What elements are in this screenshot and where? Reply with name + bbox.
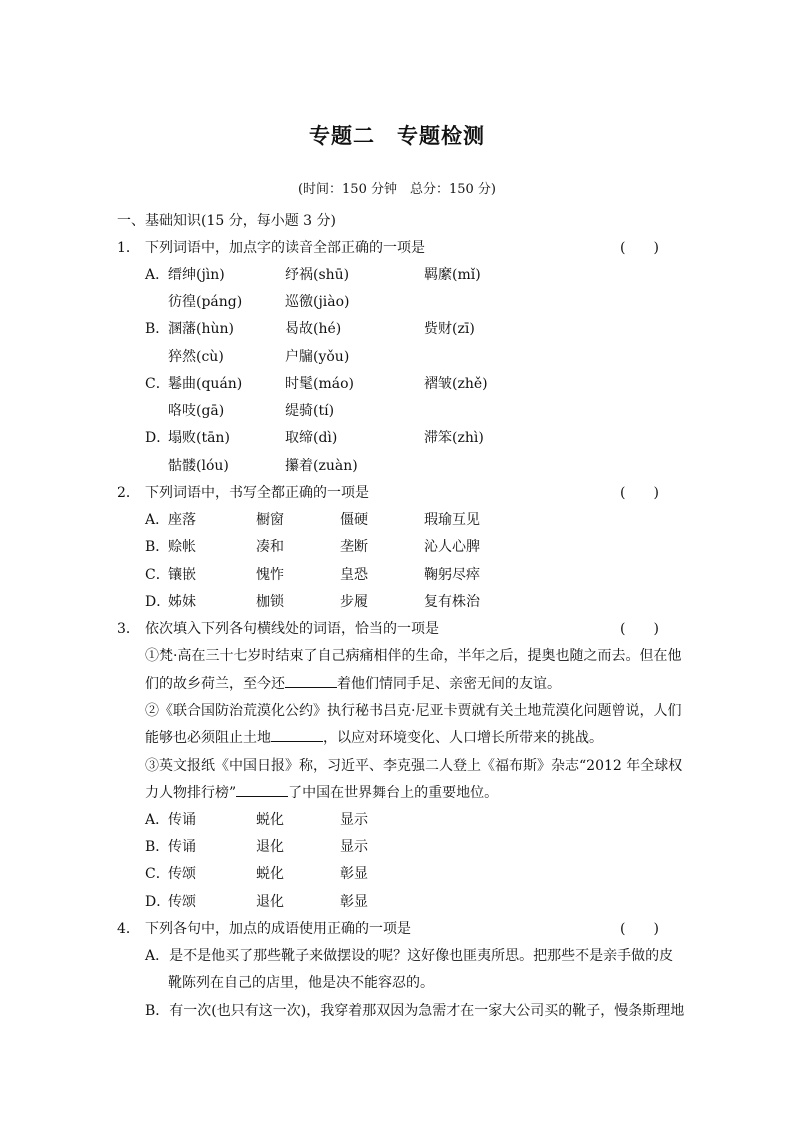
- q3-option-a-label: A．: [145, 812, 170, 828]
- page-title: 专题二 专题检测: [309, 123, 485, 148]
- q1-option-b-word: 溷藩(hùn): [168, 321, 234, 337]
- q3-sentence-1-line-1: ①梵·高在三十七岁时结束了自己病痛相伴的生命，半年之后，提奥也随之而去。但在他: [145, 648, 682, 664]
- q1-option-c-word: 褶皱(zhě): [424, 376, 488, 392]
- q1-option-d-label: D．: [145, 430, 171, 446]
- q2-number: 2．: [117, 485, 140, 501]
- q3-sentence-3-line-2: [145, 782, 498, 802]
- q3-sentence-text: 们的故乡荷兰，至今还: [145, 676, 285, 692]
- q4-option-b-line-1: B．有一次(也只有这一次)，我穿着那双因为急需才在一家大公司买的靴子，慢条斯理地: [145, 1003, 685, 1019]
- q4-option-a-line-1: A．是不是他买了那些靴子来做摆设的呢？这好像也匪夷所思。把那些不是亲手做的皮: [145, 948, 674, 964]
- q2-option-c-word: 鞠躬尽瘁: [424, 567, 480, 583]
- q3-option-d-word: 传颂: [168, 894, 196, 910]
- q2-option-b-word: 垄断: [340, 539, 368, 555]
- q3-option-d-word: 彰显: [340, 894, 368, 910]
- q1-option-c-word: 时髦(máo): [285, 376, 354, 392]
- q2-stem: 下列词语中，书写全都正确的一项是: [145, 485, 369, 501]
- q1-option-d-word: 塌败(tān): [168, 430, 230, 446]
- q1-option-a-label: A．: [145, 267, 170, 283]
- q3-option-d-word: 退化: [256, 894, 284, 910]
- q1-option-d-word: 滞笨(zhì): [424, 430, 484, 446]
- exam-info: (时间：150 分钟 总分：150 分): [297, 182, 497, 197]
- q3-option-b-word: 传诵: [168, 839, 196, 855]
- q3-option-b-label: B．: [145, 839, 170, 855]
- q2-option-d-word: 复有株治: [424, 594, 480, 610]
- q1-number: 1．: [117, 240, 140, 256]
- q3-sentence-1-line-2: [145, 673, 561, 693]
- q3-number: 3．: [117, 621, 140, 637]
- q3-option-b-word: 显示: [340, 839, 368, 855]
- q3-option-c-word: 蜕化: [256, 866, 284, 882]
- q3-sentence-text: 了中国在世界舞台上的重要地位。: [288, 785, 499, 801]
- q2-option-b-word: 凑和: [256, 539, 284, 555]
- q2-option-c-word: 皇恐: [340, 567, 368, 583]
- q4-option-a-line-2: 靴陈列在自己的店里，他是决不能容忍的。: [168, 975, 434, 991]
- q1-option-b-word: 猝然(cù): [168, 349, 224, 365]
- q2-option-c-word: 镶嵌: [168, 567, 196, 583]
- q1-option-a-word: 彷徨(páng): [168, 294, 243, 310]
- section-heading: 一、基础知识(15 分，每小题 3 分): [117, 213, 336, 229]
- q2-option-d-word: 姊妹: [168, 594, 196, 610]
- q2-option-a-word: 橱窗: [256, 512, 284, 528]
- q2-option-a-word: 瑕瑜互见: [424, 512, 480, 528]
- q3-option-b-word: 退化: [256, 839, 284, 855]
- q1-option-a-word: 缙绅(jìn): [168, 267, 225, 283]
- q1-option-b-word: 曷故(hé): [285, 321, 342, 337]
- fill-blank: [271, 728, 323, 742]
- q2-option-d-label: D．: [145, 594, 171, 610]
- q1-option-d-word: 骷髅(lóu): [168, 458, 229, 474]
- q3-option-a-word: 显示: [340, 812, 368, 828]
- q1-option-c-label: C．: [145, 376, 170, 392]
- q2-option-c-label: C．: [145, 567, 170, 583]
- q1-option-b-label: B．: [145, 321, 170, 337]
- q3-sentence-text: 力人物排行榜”: [145, 785, 237, 801]
- q2-option-d-word: 步履: [340, 594, 368, 610]
- q3-option-c-word: 传颂: [168, 866, 196, 882]
- q2-answer-bracket: ( ): [620, 485, 659, 501]
- q3-sentence-2-line-2: [145, 727, 603, 747]
- q3-option-c-word: 彰显: [340, 866, 368, 882]
- q1-option-c-word: 咯吱(gā): [168, 403, 225, 419]
- q3-sentence-text: 能够也必须阻止土地: [145, 730, 271, 746]
- q2-option-b-word: 赊帐: [168, 539, 196, 555]
- q1-option-a-word: 巡徼(jiào): [285, 294, 350, 310]
- q3-option-c-label: C．: [145, 866, 170, 882]
- fill-blank: [236, 783, 288, 797]
- q2-option-b-word: 沁人心脾: [424, 539, 480, 555]
- q1-option-c-word: 缇骑(tí): [285, 403, 335, 419]
- q1-option-a-word: 羁縻(mǐ): [424, 267, 481, 283]
- q1-option-d-word: 取缔(dì): [285, 430, 338, 446]
- q4-answer-bracket: ( ): [620, 921, 659, 937]
- fill-blank: [285, 674, 337, 688]
- q1-stem: 下列词语中，加点字的读音全部正确的一项是: [145, 240, 425, 256]
- q2-option-d-word: 枷锁: [256, 594, 284, 610]
- q3-sentence-text: 着他们情同手足、亲密无间的友谊。: [337, 676, 561, 692]
- q1-answer-bracket: ( ): [620, 240, 659, 256]
- q3-option-a-word: 蜕化: [256, 812, 284, 828]
- q2-option-a-word: 僵硬: [340, 512, 368, 528]
- q1-option-b-word: 户牖(yǒu): [285, 349, 350, 365]
- q2-option-c-word: 愧怍: [256, 567, 284, 583]
- q4-number: 4．: [117, 921, 140, 937]
- q3-sentence-2-line-1: ②《联合国防治荒漠化公约》执行秘书吕克·尼亚卡贾就有关土地荒漠化问题曾说，人们: [145, 703, 682, 719]
- q2-option-a-label: A．: [145, 512, 170, 528]
- q2-option-b-label: B．: [145, 539, 170, 555]
- q3-sentence-text: ，以应对环境变化、人口增长所带来的挑战。: [323, 730, 603, 746]
- q3-option-a-word: 传诵: [168, 812, 196, 828]
- q2-option-a-word: 座落: [168, 512, 196, 528]
- q1-option-a-word: 纾祸(shū): [285, 267, 350, 283]
- q4-stem: 下列各句中，加点的成语使用正确的一项是: [145, 921, 411, 937]
- q3-option-d-label: D．: [145, 894, 171, 910]
- q1-option-d-word: 攥着(zuàn): [285, 458, 358, 474]
- q1-option-b-word: 赀财(zī): [424, 321, 475, 337]
- q1-option-c-word: 鬈曲(quán): [168, 376, 243, 392]
- q3-stem: 依次填入下列各句横线处的词语，恰当的一项是: [145, 621, 439, 637]
- q3-sentence-3-line-1: ③英文报纸《中国日报》称，习近平、李克强二人登上《福布斯》杂志“2012 年全球权: [145, 758, 683, 774]
- q3-answer-bracket: ( ): [620, 621, 659, 637]
